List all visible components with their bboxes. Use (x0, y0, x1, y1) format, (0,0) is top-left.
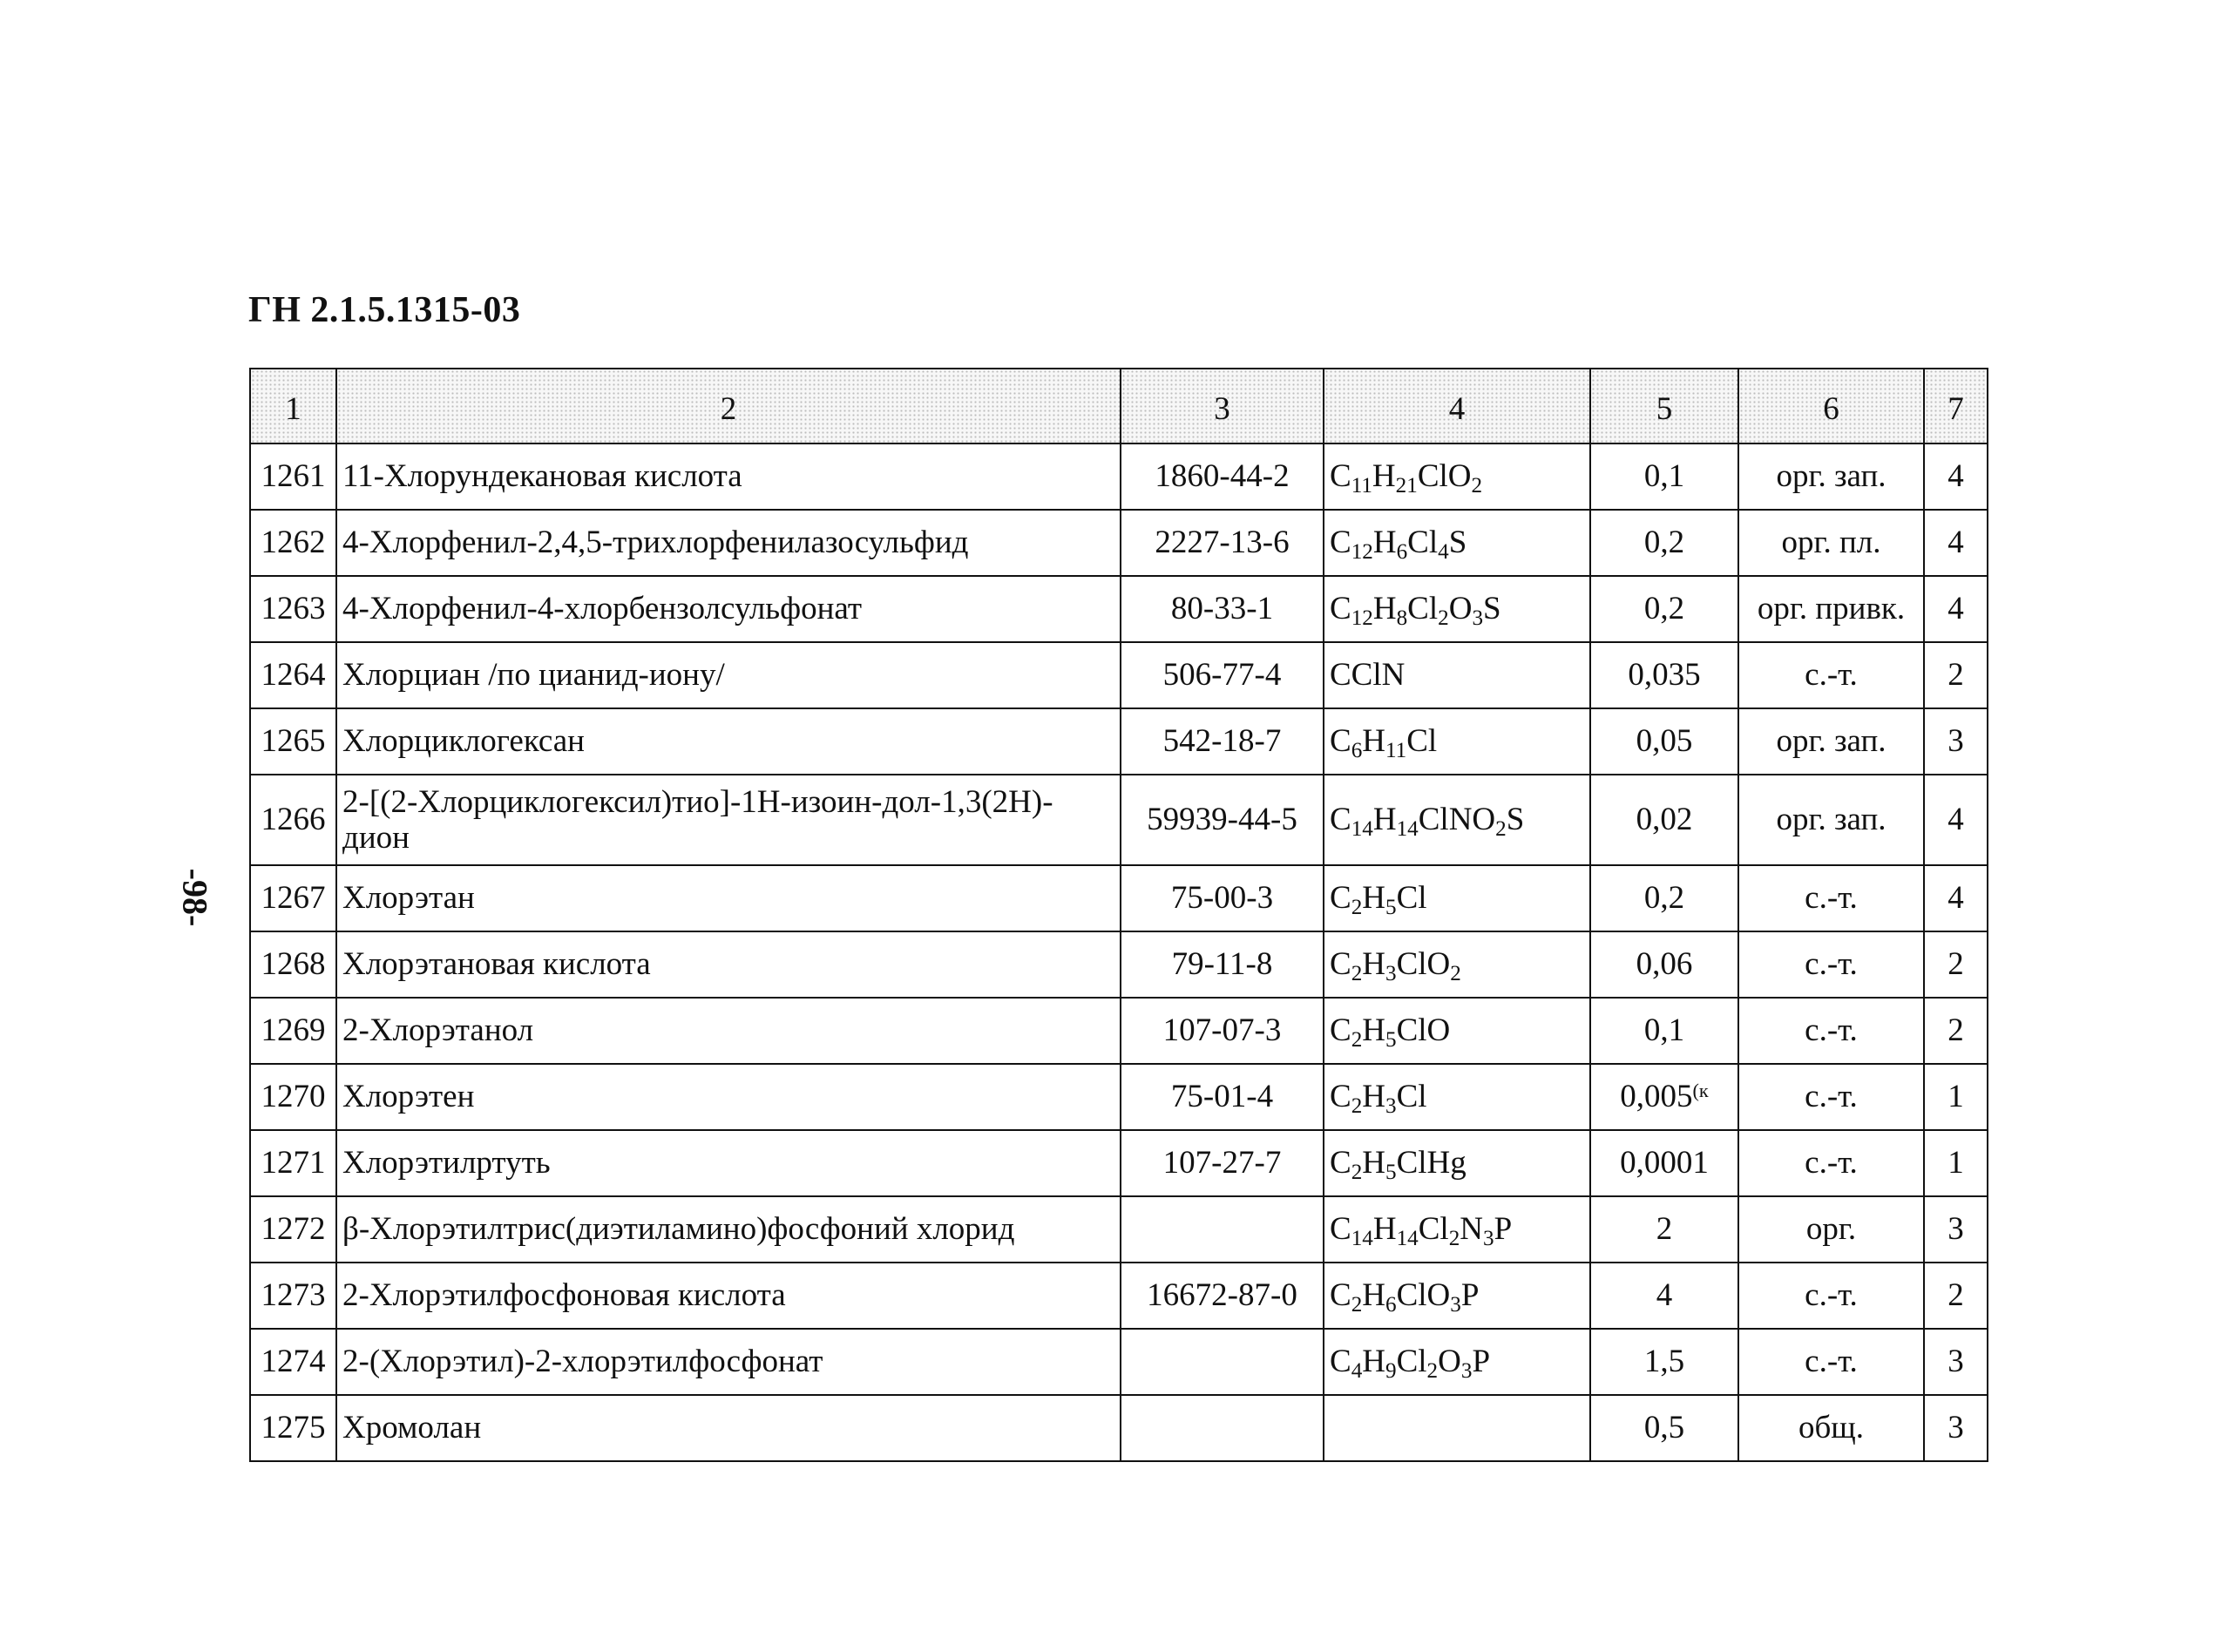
substance-name-cell: Хлорциклогексан (336, 708, 1121, 775)
limiting-indicator-cell: с.-т. (1738, 865, 1924, 931)
row-number-cell: 1270 (250, 1064, 336, 1130)
column-header-6: 6 (1738, 369, 1924, 443)
limiting-indicator-cell: с.-т. (1738, 1130, 1924, 1196)
formula-subscript: 12 (1351, 606, 1373, 631)
value-cell (1590, 775, 1738, 865)
value-text: 0,2 (1643, 525, 1685, 561)
cas-number-cell: 59939-44-5 (1121, 775, 1324, 865)
column-header-4: 4 (1324, 369, 1590, 443)
hazard-class-cell: 3 (1924, 1329, 1988, 1395)
cas-number-cell: 80-33-1 (1121, 576, 1324, 642)
formula-element: P (1460, 1277, 1480, 1314)
limiting-indicator-cell: с.-т. (1738, 998, 1924, 1064)
formula-subscript: 2 (1448, 1227, 1460, 1251)
formula-cell (1324, 1263, 1590, 1329)
row-number-cell: 1266 (250, 775, 336, 865)
column-header-5: 5 (1590, 369, 1738, 443)
formula-subscript: 5 (1385, 1028, 1397, 1053)
value-cell (1590, 642, 1738, 708)
limiting-indicator-cell: орг. привк. (1738, 576, 1924, 642)
limiting-indicator-cell: с.-т. (1738, 1064, 1924, 1130)
formula-subscript: 2 (1351, 962, 1363, 986)
formula-element: C (1330, 880, 1351, 917)
formula-element: P (1494, 1211, 1513, 1248)
substance-name-cell: Хлорэтан (336, 865, 1121, 931)
formula-cell (1324, 443, 1590, 510)
formula-cell (1324, 576, 1590, 642)
row-number-cell: 1274 (250, 1329, 336, 1395)
formula-subscript: 8 (1396, 606, 1408, 631)
row-number-cell: 1267 (250, 865, 336, 931)
formula-cell (1324, 642, 1590, 708)
hazard-class-cell: 4 (1924, 865, 1988, 931)
formula-cell (1324, 865, 1590, 931)
table-row (250, 642, 1988, 708)
hazard-class-cell: 4 (1924, 510, 1988, 576)
formula-subscript: 14 (1396, 817, 1419, 842)
formula-subscript: 11 (1351, 474, 1372, 498)
substance-name-cell: Хлорэтилртуть (336, 1130, 1121, 1196)
formula-subscript: 21 (1395, 474, 1418, 498)
formula-element: H (1362, 723, 1385, 760)
formula-element: CClN (1330, 657, 1406, 694)
formula-element: H (1362, 946, 1385, 983)
substance-name-cell: 2-(Хлорэтил)-2-хлорэтилфосфонат (336, 1329, 1121, 1395)
row-number-cell: 1272 (250, 1196, 336, 1263)
cas-number-cell: 542-18-7 (1121, 708, 1324, 775)
formula-element: H (1372, 591, 1397, 627)
table-row (250, 1196, 1988, 1263)
formula-subscript: 3 (1385, 962, 1397, 986)
row-number-cell: 1262 (250, 510, 336, 576)
formula-element: Cl (1418, 1211, 1449, 1248)
formula-subscript: 3 (1472, 606, 1484, 631)
cas-number-cell: 1860-44-2 (1121, 443, 1324, 510)
substance-name-cell: Хлорциан /по цианид-иону/ (336, 642, 1121, 708)
table-row (250, 576, 1988, 642)
formula-element: H (1372, 802, 1397, 838)
cas-number-cell: 506-77-4 (1121, 642, 1324, 708)
formula-cell (1324, 510, 1590, 576)
substance-name-cell: 2-Хлорэтанол (336, 998, 1121, 1064)
value-text: 0,1 (1643, 458, 1685, 495)
value-cell (1590, 865, 1738, 931)
row-number-cell: 1273 (250, 1263, 336, 1329)
value-cell (1590, 510, 1738, 576)
value-cell (1590, 998, 1738, 1064)
row-number-cell: 1268 (250, 931, 336, 998)
formula-subscript: 2 (1351, 896, 1363, 920)
table-row (250, 1395, 1988, 1461)
formula-subscript: 2 (1351, 1028, 1363, 1053)
formula-subscript: 9 (1385, 1359, 1397, 1384)
cas-number-cell (1121, 1196, 1324, 1263)
formula-element: Cl (1407, 525, 1439, 561)
value-text: 4 (1656, 1277, 1673, 1314)
limiting-indicator-cell: с.-т. (1738, 1329, 1924, 1395)
hazard-class-cell: 1 (1924, 1130, 1988, 1196)
value-text: 2 (1656, 1211, 1673, 1248)
value-footnote-mark: (к (1692, 1080, 1709, 1102)
cas-number-cell: 107-07-3 (1121, 998, 1324, 1064)
formula-cell (1324, 1395, 1590, 1461)
formula-element: S (1448, 525, 1467, 561)
cas-number-cell: 75-00-3 (1121, 865, 1324, 931)
formula-element: S (1506, 802, 1525, 838)
formula-subscript: 5 (1385, 1161, 1397, 1185)
cas-number-cell (1121, 1395, 1324, 1461)
substance-name-cell: Хромолан (336, 1395, 1121, 1461)
table-row (250, 1263, 1988, 1329)
formula-subscript: 2 (1471, 474, 1483, 498)
value-text: 0,5 (1643, 1410, 1685, 1446)
formula-element: ClNO (1418, 802, 1496, 838)
value-text: 0,005 (1620, 1079, 1693, 1115)
limiting-indicator-cell: орг. пл. (1738, 510, 1924, 576)
substance-name-cell: 2-[(2-Хлорциклогексил)тио]-1H-изоин-дол-1,3(2H)-дион (336, 775, 1121, 865)
formula-subscript: 2 (1426, 1359, 1439, 1384)
value-text: 0,0001 (1620, 1145, 1709, 1181)
table-row (250, 708, 1988, 775)
value-cell (1590, 1263, 1738, 1329)
formula-element: Cl (1396, 880, 1427, 917)
formula-subscript: 12 (1351, 540, 1373, 565)
hazard-class-cell: 4 (1924, 443, 1988, 510)
formula-subscript: 2 (1495, 817, 1507, 842)
formula-subscript: 14 (1351, 817, 1373, 842)
limiting-indicator-cell: с.-т. (1738, 1263, 1924, 1329)
hazard-class-cell: 4 (1924, 775, 1988, 865)
substance-name-cell: 4-Хлорфенил-2,4,5-трихлорфенилазосульфид (336, 510, 1121, 576)
cas-number-cell: 79-11-8 (1121, 931, 1324, 998)
formula-element: Cl (1407, 591, 1439, 627)
cas-number-cell: 107-27-7 (1121, 1130, 1324, 1196)
page-number: -98- (175, 868, 215, 927)
formula-element: H (1362, 1277, 1385, 1314)
table-row (250, 931, 1988, 998)
value-cell (1590, 1395, 1738, 1461)
hazard-class-cell: 1 (1924, 1064, 1988, 1130)
formula-element: C (1330, 1012, 1351, 1049)
table-row (250, 1064, 1988, 1130)
formula-element: C (1330, 458, 1351, 495)
hazard-class-cell: 3 (1924, 708, 1988, 775)
row-number-cell: 1263 (250, 576, 336, 642)
formula-element: Cl (1406, 723, 1438, 760)
formula-cell (1324, 775, 1590, 865)
formula-element: C (1330, 1344, 1351, 1380)
limiting-indicator-cell: общ. (1738, 1395, 1924, 1461)
value-cell (1590, 931, 1738, 998)
formula-subscript: 4 (1351, 1359, 1363, 1384)
formula-element: ClO (1396, 1277, 1451, 1314)
value-cell (1590, 1064, 1738, 1130)
value-cell (1590, 1196, 1738, 1263)
value-text: 0,2 (1643, 591, 1685, 627)
formula-subscript: 2 (1450, 962, 1461, 986)
hazard-class-cell: 2 (1924, 642, 1988, 708)
value-cell (1590, 1130, 1738, 1196)
formula-subscript: 2 (1351, 1094, 1363, 1119)
formula-element: S (1483, 591, 1501, 627)
formula-element: C (1330, 525, 1351, 561)
formula-element: H (1362, 880, 1385, 917)
value-text: 1,5 (1643, 1344, 1685, 1380)
formula-element: H (1362, 1145, 1385, 1181)
formula-subscript: 6 (1385, 1293, 1397, 1317)
hazard-class-cell: 4 (1924, 576, 1988, 642)
row-number-cell: 1275 (250, 1395, 336, 1461)
value-text: 0,035 (1628, 657, 1701, 694)
value-cell (1590, 708, 1738, 775)
formula-element: H (1372, 1211, 1397, 1248)
formula-subscript: 6 (1351, 739, 1363, 763)
formula-cell (1324, 998, 1590, 1064)
formula-element: ClO (1396, 1012, 1451, 1049)
formula-cell (1324, 1130, 1590, 1196)
hazard-class-cell: 3 (1924, 1196, 1988, 1263)
formula-subscript: 3 (1450, 1293, 1461, 1317)
formula-element: H (1362, 1079, 1385, 1115)
formula-element: C (1330, 591, 1351, 627)
formula-subscript: 2 (1351, 1293, 1363, 1317)
value-text: 0,02 (1636, 802, 1693, 838)
substance-name-cell: Хлорэтановая кислота (336, 931, 1121, 998)
limiting-indicator-cell: орг. зап. (1738, 443, 1924, 510)
value-cell (1590, 443, 1738, 510)
formula-element: H (1362, 1344, 1385, 1380)
formula-subscript: 2 (1438, 606, 1449, 631)
formula-cell (1324, 708, 1590, 775)
formula-subscript: 14 (1396, 1227, 1419, 1251)
formula-subscript: 6 (1396, 540, 1408, 565)
value-cell (1590, 576, 1738, 642)
formula-cell (1324, 1064, 1590, 1130)
substance-name-cell: Хлорэтен (336, 1064, 1121, 1130)
formula-cell (1324, 1329, 1590, 1395)
row-number-cell: 1265 (250, 708, 336, 775)
formula-cell (1324, 931, 1590, 998)
formula-element: C (1330, 1211, 1351, 1248)
column-header-3: 3 (1121, 369, 1324, 443)
table-row (250, 998, 1988, 1064)
row-number-cell: 1261 (250, 443, 336, 510)
formula-element: H (1372, 458, 1396, 495)
formula-element: H (1362, 1012, 1385, 1049)
formula-element: O (1438, 1344, 1461, 1380)
formula-element: Cl (1396, 1344, 1427, 1380)
substance-name-cell: β-Хлорэтилтрис(диэтиламино)фосфоний хлорид (336, 1196, 1121, 1263)
formula-element: Cl (1396, 1079, 1427, 1115)
row-number-cell: 1271 (250, 1130, 336, 1196)
value-text: 0,05 (1636, 723, 1693, 760)
cas-number-cell: 2227-13-6 (1121, 510, 1324, 576)
table-row (250, 510, 1988, 576)
hazard-class-cell: 2 (1924, 998, 1988, 1064)
hazard-class-cell: 3 (1924, 1395, 1988, 1461)
hazard-class-cell: 2 (1924, 931, 1988, 998)
limiting-indicator-cell: с.-т. (1738, 931, 1924, 998)
formula-element: O (1448, 591, 1473, 627)
substances-table (249, 368, 1988, 1462)
hazard-class-cell: 2 (1924, 1263, 1988, 1329)
formula-element: C (1330, 946, 1351, 983)
substance-name-cell: 4-Хлорфенил-4-хлорбензолсульфонат (336, 576, 1121, 642)
formula-element: ClO (1417, 458, 1472, 495)
formula-subscript: 14 (1351, 1227, 1373, 1251)
table-row (250, 1130, 1988, 1196)
formula-subscript: 3 (1385, 1094, 1397, 1119)
table-header-row (250, 369, 1988, 443)
formula-element: ClO (1396, 946, 1451, 983)
formula-subscript: 3 (1460, 1359, 1473, 1384)
document-code: ГН 2.1.5.1315-03 (248, 290, 521, 330)
formula-subscript: 11 (1385, 739, 1407, 763)
cas-number-cell: 16672-87-0 (1121, 1263, 1324, 1329)
formula-element: C (1330, 1079, 1351, 1115)
table-body (250, 369, 1988, 1461)
table-row (250, 443, 1988, 510)
substance-name-cell: 11-Хлорундекановая кислота (336, 443, 1121, 510)
row-number-cell: 1264 (250, 642, 336, 708)
column-header-7: 7 (1924, 369, 1988, 443)
formula-element: H (1372, 525, 1397, 561)
formula-element: ClHg (1396, 1145, 1467, 1181)
formula-element: C (1330, 802, 1351, 838)
table-row (250, 865, 1988, 931)
limiting-indicator-cell: орг. зап. (1738, 775, 1924, 865)
formula-element: C (1330, 723, 1351, 760)
limiting-indicator-cell: орг. зап. (1738, 708, 1924, 775)
table-row (250, 775, 1988, 865)
formula-element: C (1330, 1277, 1351, 1314)
value-text: 0,1 (1643, 1012, 1685, 1049)
cas-number-cell: 75-01-4 (1121, 1064, 1324, 1130)
table-row (250, 1329, 1988, 1395)
column-header-1: 1 (250, 369, 336, 443)
limiting-indicator-cell: орг. (1738, 1196, 1924, 1263)
value-cell (1590, 1329, 1738, 1395)
value-text: 0,2 (1643, 880, 1685, 917)
formula-element: P (1472, 1344, 1491, 1380)
formula-element: N (1460, 1211, 1484, 1248)
limiting-indicator-cell: с.-т. (1738, 642, 1924, 708)
row-number-cell: 1269 (250, 998, 336, 1064)
formula-subscript: 5 (1385, 896, 1397, 920)
formula-subscript: 4 (1438, 540, 1449, 565)
formula-subscript: 3 (1483, 1227, 1494, 1251)
value-text: 0,06 (1636, 946, 1693, 983)
column-header-2: 2 (336, 369, 1121, 443)
formula-cell (1324, 1196, 1590, 1263)
formula-subscript: 2 (1351, 1161, 1363, 1185)
cas-number-cell (1121, 1329, 1324, 1395)
substance-name-cell: 2-Хлорэтилфосфоновая кислота (336, 1263, 1121, 1329)
formula-element: C (1330, 1145, 1351, 1181)
